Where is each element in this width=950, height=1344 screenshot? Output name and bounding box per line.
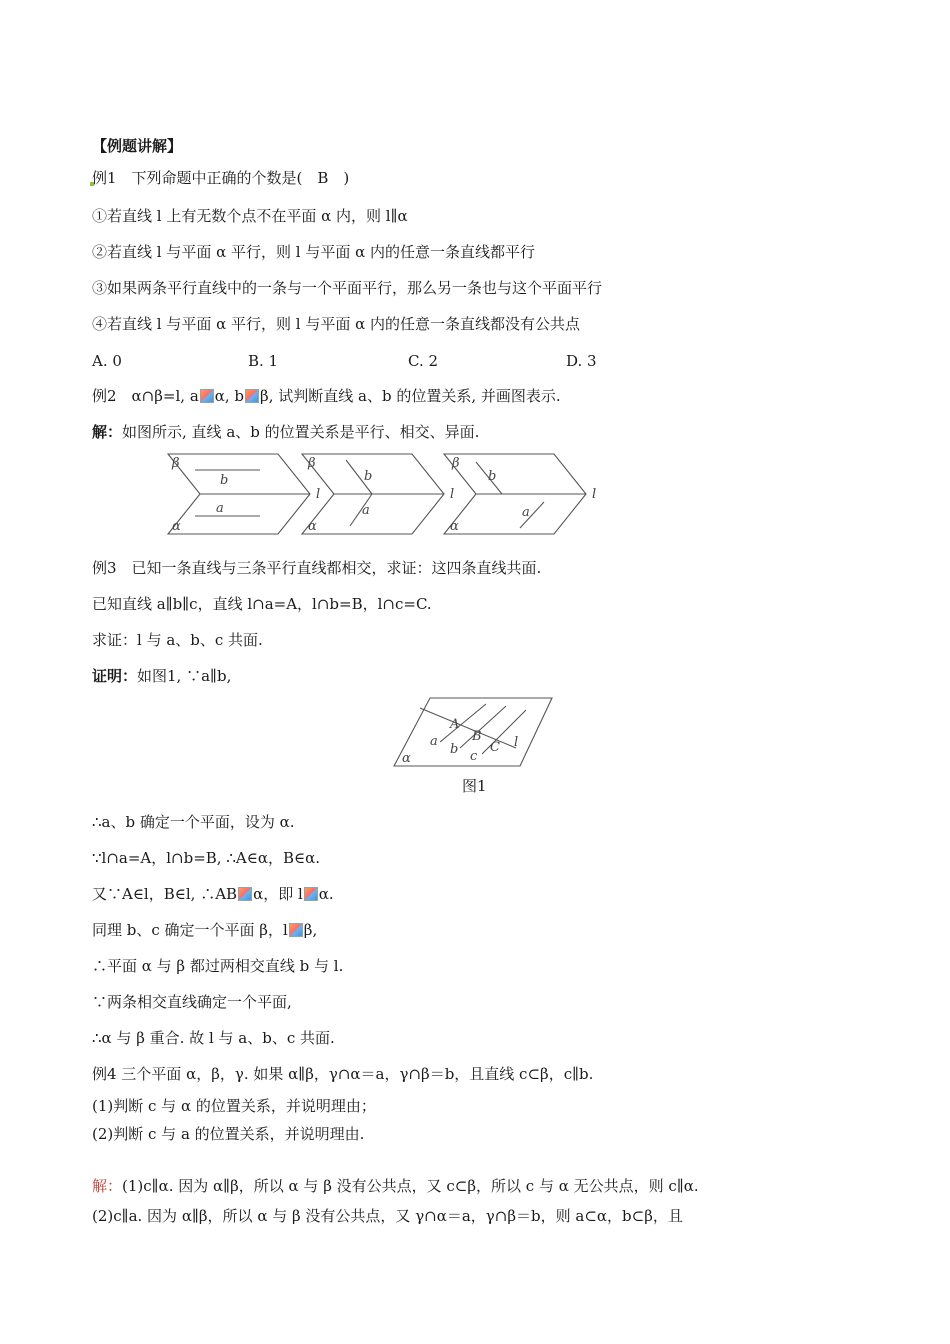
ex1-item-1: ①若直线 l 上有无数个点不在平面 α 内，则 l∥α [92,207,408,225]
subset-symbol-image-icon [304,887,318,901]
ex4-sol-1-text: (1)c∥α. 因为 α∥β，所以 α 与 β 没有公共点，又 c⊂β，所以 c 与 α 无公共点，则 c∥α. [122,1177,699,1195]
ex4-q1: (1)判断 c 与 α 的位置关系，并说明理由； [92,1097,376,1115]
figure-1-caption: 图1 [462,777,487,795]
fig3-beta-label: β [452,456,460,471]
ex2-q-part1: 例2 α∩β=l, a [92,387,199,405]
ex2-q-part3: β, 试判断直线 a、b 的位置关系, 并画图表示. [260,387,561,405]
figure-intersecting [302,454,444,534]
fig-line-b-label: b [450,742,459,757]
ex1-option-d: D. 3 [566,352,597,370]
ex2-q-part2: α, b [214,387,245,405]
fig-line-a-label: a [430,734,438,749]
fig-point-c-label: C [490,740,500,755]
proof-line-4 [92,920,317,940]
ex3-proof-intro [92,666,231,686]
ex4-solution-1 [92,1176,699,1196]
proof-line-3b: α，即 l [253,885,303,903]
ex3-proof-label: 证明： [92,667,138,685]
ex3-prove: 求证：l 与 a、b、c 共面. [92,631,263,649]
ex1-option-b: B. 1 [248,352,279,370]
proof-line-3a: 又∵A∈l，B∈l, ∴AB [92,885,238,903]
fig2-b-label: b [364,469,373,484]
fig-line-l-label: l [514,735,519,750]
proof-line-4a: 同理 b、c 确定一个平面 β，l [92,921,288,939]
proof-line-6: ∵两条相交直线确定一个平面, [92,993,292,1011]
proof-line-2: ∵l∩a=A，l∩b=B, ∴A∈α，B∈α. [92,849,320,867]
ex4-title: 例4 三个平面 α，β，γ. 如果 α∥β，γ∩α＝a，γ∩β＝b，且直线 c⊂β，c∥b. [92,1065,594,1083]
proof-line-7: ∴α 与 β 重合. 故 l 与 a、b、c 共面. [92,1029,335,1047]
proof-line-4b: β, [303,921,318,939]
fig1-a-label: a [216,501,224,516]
ex1-option-a: A. 0 [92,352,122,370]
fig2-beta-label: β [308,456,316,471]
ex1-item-2: ②若直线 l 与平面 α 平行，则 l 与平面 α 内的任意一条直线都平行 [92,243,536,261]
ex1-item-4: ④若直线 l 与平面 α 平行，则 l 与平面 α 内的任意一条直线都没有公共点 [92,315,581,333]
ex1-title: 例1 下列命题中正确的个数是( B ) [92,169,350,187]
figure-parallel [168,454,310,534]
fig3-b-label: b [488,469,497,484]
fig3-l-label: l [592,487,597,502]
ex3-proof-text: 如图1, ∵a∥b, [137,667,232,685]
fig1-beta-label: β [172,456,180,471]
ex2-sol-text: 如图所示, 直线 a、b 的位置关系是平行、相交、异面. [122,423,480,441]
subset-symbol-image-icon [238,887,252,901]
figure-skew [444,454,586,534]
fig1-alpha-label: α [172,519,181,534]
figure-1 [390,696,560,768]
fig-alpha-label: α [402,751,411,766]
fig-point-b-label: B [472,729,482,744]
ex2-figures [150,450,597,540]
proof-line-1: ∴a、b 确定一个平面，设为 α. [92,813,295,831]
subset-symbol-image-icon [200,389,214,403]
ex1-option-c: C. 2 [408,352,439,370]
fig-line-c-label: c [470,749,478,764]
fig3-alpha-label: α [450,519,459,534]
ex2-sol-label: 解： [92,423,123,441]
proof-line-3c: α. [318,885,334,903]
fig2-a-label: a [362,503,370,518]
proof-line-5: ∴平面 α 与 β 都过两相交直线 b 与 l. [92,957,344,975]
ex4-solution-2: (2)c∥a. 因为 α∥β，所以 α 与 β 没有公共点，又 γ∩α＝a，γ∩β＝b，则 a⊂α，b⊂β，且 [92,1207,683,1225]
fig1-b-label: b [220,473,229,488]
ex3-title: 例3 已知一条直线与三条平行直线都相交，求证：这四条直线共面. [92,559,542,577]
section-heading: 【例题讲解】 [92,137,183,155]
ex3-given: 已知直线 a∥b∥c，直线 l∩a=A，l∩b=B，l∩c=C. [92,595,432,613]
ex4-q2: (2)判断 c 与 a 的位置关系，并说明理由. [92,1125,365,1143]
fig2-l-label: l [450,487,455,502]
fig3-a-label: a [522,505,530,520]
ex1-item-3: ③如果两条平行直线中的一条与一个平面平行，那么另一条也与这个平面平行 [92,279,603,297]
subset-symbol-image-icon [289,923,303,937]
fig2-alpha-label: α [308,519,317,534]
proof-line-3 [92,884,334,904]
fig-point-a-label: A [450,717,460,732]
subset-symbol-image-icon [245,389,259,403]
ex2-solution [92,422,479,442]
fig1-l-label: l [316,487,321,502]
ex2-question [92,386,561,406]
ex4-sol-label: 解： [92,1177,123,1195]
